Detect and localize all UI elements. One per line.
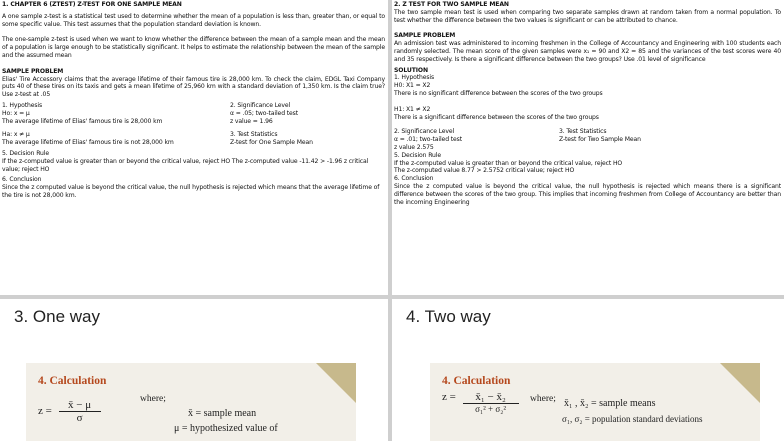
- left-stat-value: Z-test for One Sample Mean: [230, 139, 313, 147]
- two-way-def-sample-means: x̄₁ , x̄₂ = sample means: [564, 398, 656, 409]
- right-decision-label: 5. Decision Rule: [394, 151, 441, 159]
- formula-denominator: σ: [59, 411, 101, 424]
- right-sig-value: z value 2.575: [394, 143, 434, 151]
- two-way-calculation-card: [430, 363, 760, 441]
- formula-denominator: σ₁² + σ₂²: [463, 403, 519, 414]
- right-conclusion-text: Since the z computed value is beyond the critical value, the null hypothesis is rejected which means there is a significant difference between the scores of the two group. This implies that incoming freshmen from College of Accountancy are better than the incoming Engineering: [394, 182, 781, 206]
- left-conclusion-label: 6. Conclusion: [2, 176, 42, 184]
- formula-lhs: z =: [442, 391, 456, 403]
- right-sig-label: 2. Significance Level: [394, 128, 455, 136]
- two-way-slide: [392, 299, 784, 441]
- formula-numerator: x̄ − μ: [68, 399, 92, 411]
- left-doc-title: 1. CHAPTER 6 (ZTEST) Z-TEST FOR ONE SAMPLE MEAN: [2, 1, 182, 8]
- left-hypothesis-label: 1. Hypothesis: [2, 101, 43, 109]
- one-way-formula: [38, 399, 101, 424]
- left-decision-text: If the z-computed value is greater than or beyond the critical value, reject HO The z-computed value -11.42 > -1.96 z critical value; reject HO: [2, 157, 369, 173]
- right-doc-title: 2. Z TEST FOR TWO SAMPLE MEAN: [394, 1, 509, 8]
- left-sig-label: 2. Significance Level: [230, 101, 291, 109]
- two-way-slide-title: 4. Two way: [406, 307, 491, 326]
- left-stat-label: 3. Test Statistics: [230, 131, 278, 139]
- right-sig-alpha: α = .01; two-tailed test: [394, 136, 462, 144]
- left-h0-text: The average lifetime of Elias' famous tire is 28,000 km: [2, 117, 163, 125]
- two-way-def-std-devs: σ₁, σ₂ = population standard deviations: [562, 414, 703, 424]
- right-solution-label: SOLUTION: [394, 66, 428, 74]
- one-way-calc-heading: 4. Calculation: [38, 375, 107, 387]
- one-way-where: where;: [140, 394, 166, 404]
- corner-decoration: [720, 363, 760, 403]
- formula-numerator: x̄₁ − x̄₂: [475, 391, 506, 403]
- right-doc-problem-text: An admission test was administered to incoming freshmen in the College of Accountancy and Engineering with 100 students each randomly selected. The mean score of the given samples were x₁ = 90 and X2 = 85 and the variances of the test scores were 40 and 35 respectively. Is there a significant difference between the two groups? Use .01 level of significance: [394, 40, 781, 63]
- right-document-body: [394, 1, 781, 206]
- left-decision-label: 5. Decision Rule: [2, 149, 49, 157]
- right-decision-text2: The z-computed value 8.77 > 2.5752 critical value; reject HO: [394, 167, 575, 175]
- one-way-def-hypothesized: μ = hypothesized value of: [174, 423, 278, 434]
- right-h0-text: There is no significant difference between the scores of the two groups: [394, 89, 603, 97]
- right-doc-para1: The two sample mean test is used when comparing two separate samples drawn at random taken from a normal population. To test whether the difference between the two values is significant or can be attributed to chance.: [394, 8, 781, 24]
- left-document-page: [0, 0, 388, 295]
- left-document-body: [2, 1, 385, 200]
- two-way-calc-heading: 4. Calculation: [442, 375, 511, 387]
- left-sig-value: z value = 1.96: [230, 117, 273, 125]
- right-h0: H0: X1 = X2: [394, 82, 431, 90]
- right-h1: H1: X1 ≠ X2: [394, 105, 431, 113]
- one-way-def-sample-mean: x̄ = sample mean: [188, 408, 257, 419]
- left-h0: Ho: x = μ: [2, 109, 30, 117]
- left-doc-para2: The one-sample z-test is used when we want to know whether the difference between the mean of a sample mean and the mean of a population is large enough to be statistically significant. It helps to estimate the relationship between the mean of the sample and the assumed mean: [2, 36, 385, 59]
- right-doc-problem-heading: SAMPLE PROBLEM: [394, 32, 456, 40]
- right-document-page: [392, 0, 784, 295]
- formula-lhs: z =: [38, 405, 52, 418]
- two-way-formula: [442, 391, 519, 414]
- one-way-slide-title: 3. One way: [14, 307, 100, 326]
- right-conclusion-label: 6. Conclusion: [394, 175, 434, 183]
- right-hyp-label: 1. Hypothesis: [394, 74, 435, 82]
- right-h1-text: There is a significant difference between the scores of the two groups: [394, 113, 599, 121]
- left-doc-problem-heading: SAMPLE PROBLEM: [2, 67, 64, 75]
- left-h1-text: The average lifetime of Elias' famous tire is not 28,000 km: [2, 139, 174, 147]
- left-h1: Ha: x ≠ μ: [2, 131, 30, 139]
- two-way-where: where;: [530, 394, 556, 404]
- left-conclusion-text: Since the z computed value is beyond the critical value, the null hypothesis is rejected which means that the average lifetime of the tire is not 28,000 km.: [2, 184, 380, 199]
- left-sig-alpha: α = .05; two-tailed test: [230, 109, 298, 117]
- left-doc-para1: A one sample z-test is a statistical test used to determine whether the mean of a population is less than, greater than, or equal to some specific value. This test assumes that the population standard deviation is known.: [2, 12, 385, 28]
- right-decision-text1: If the z-computed value is greater than or beyond the critical value, reject HO: [394, 159, 623, 167]
- left-doc-problem-text: Elias' Tire Accessory claims that the average lifetime of their famous tire is 28,000 km. To check the claim, EDGL Taxi Company puts 40 of these tires on its taxis and gets a mean lifetime of 25,960 km with a standard deviation of 1,350 km. Is the claim true? Use z-test at .05: [2, 75, 385, 99]
- one-way-calculation-card: [26, 363, 356, 441]
- right-stat-value: Z-test for Two Sample Mean: [559, 136, 641, 144]
- right-stat-label: 3. Test Statistics: [559, 128, 607, 136]
- one-way-slide: [0, 299, 388, 441]
- corner-decoration: [316, 363, 356, 403]
